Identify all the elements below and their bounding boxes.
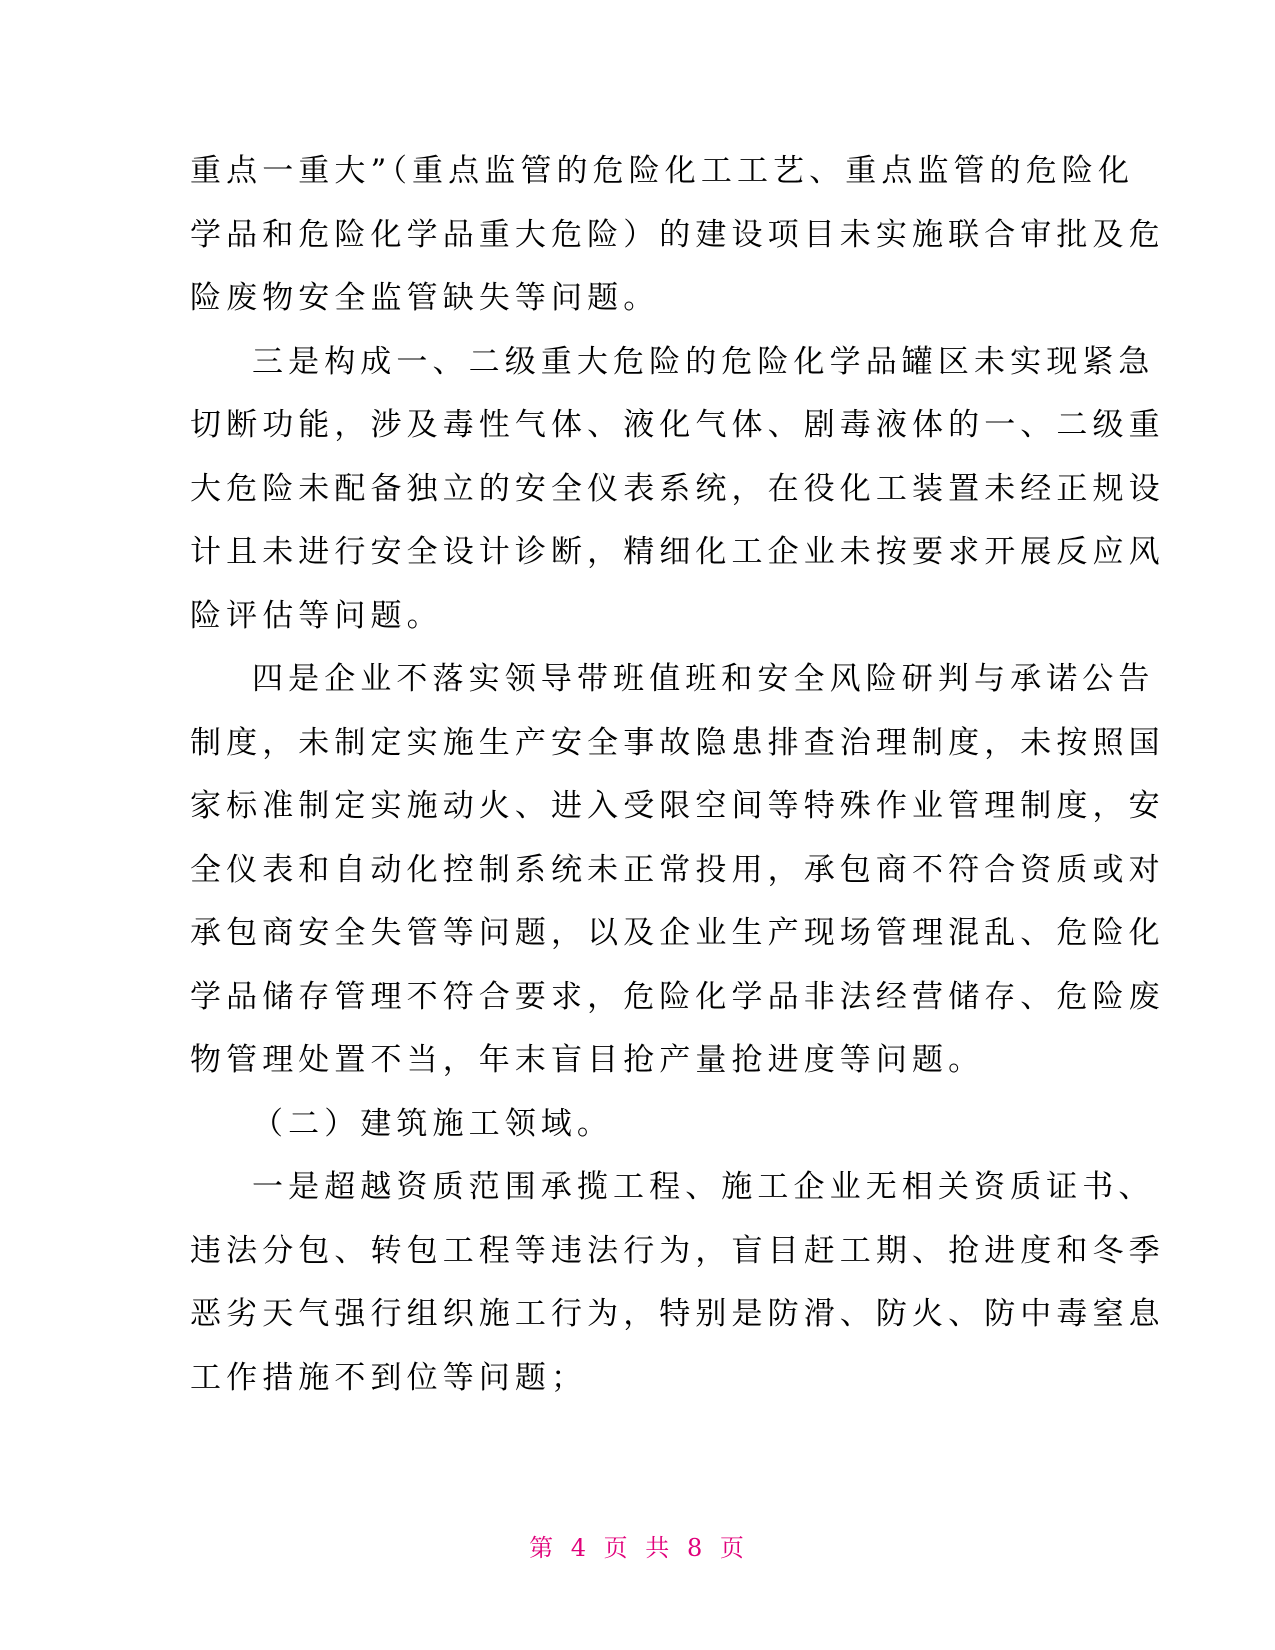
text-line: 学品和危险化学品重大危险）的建设项目未实施联合审批及危 xyxy=(190,216,1165,253)
text-line: 违法分包、转包工程等违法行为，盲目赶工期、抢进度和冬季 xyxy=(190,1232,1165,1269)
footer-prefix: 第 xyxy=(529,1534,556,1562)
text-line: 家标准制定实施动火、进入受限空间等特殊作业管理制度，安 xyxy=(190,788,1165,824)
footer-middle: 页 共 xyxy=(603,1534,672,1562)
text-line: 工作措施不到位等问题； xyxy=(190,1359,588,1396)
current-page-number: 4 xyxy=(570,1534,589,1562)
section-heading: （二）建筑施工领域。 xyxy=(252,1105,613,1142)
text-line: 全仪表和自动化控制系统未正常投用，承包商不符合资质或对 xyxy=(190,851,1165,888)
text-line: 恶劣天气强行组织施工行为，特别是防滑、防火、防中毒窒息 xyxy=(190,1296,1165,1332)
text-line: 重点一重大”（重点监管的危险化工工艺、重点监管的危险化 xyxy=(190,153,1135,189)
text-line: 切断功能，涉及毒性气体、液化气体、剧毒液体的一、二级重 xyxy=(190,407,1165,443)
paragraph-start-line: 一是超越资质范围承揽工程、施工企业无相关资质证书、 xyxy=(252,1169,1155,1205)
footer-suffix: 页 xyxy=(719,1534,746,1562)
text-line: 险废物安全监管缺失等问题。 xyxy=(190,280,660,316)
document-body xyxy=(190,140,1165,1410)
text-line: 物管理处置不当，年末盲目抢产量抢进度等问题。 xyxy=(190,1042,985,1078)
text-line: 学品储存管理不符合要求，危险化学品非法经营储存、危险废 xyxy=(190,978,1165,1015)
text-line: 险评估等问题。 xyxy=(190,597,443,634)
text-line: 制度，未制定实施生产安全事故隐患排查治理制度，未按照国 xyxy=(190,724,1165,761)
text-line: 计且未进行安全设计诊断，精细化工企业未按要求开展反应风 xyxy=(190,534,1165,570)
total-pages-number: 8 xyxy=(686,1534,705,1562)
paragraph-start-line: 四是企业不落实领导带班值班和安全风险研判与承诺公告 xyxy=(252,661,1155,697)
text-line: 承包商安全失管等问题，以及企业生产现场管理混乱、危险化 xyxy=(190,915,1165,951)
paragraph-start-line: 三是构成一、二级重大危险的危险化学品罐区未实现紧急 xyxy=(252,343,1155,380)
page-footer xyxy=(0,1528,1275,1563)
text-line: 大危险未配备独立的安全仪表系统，在役化工装置未经正规设 xyxy=(190,470,1165,507)
